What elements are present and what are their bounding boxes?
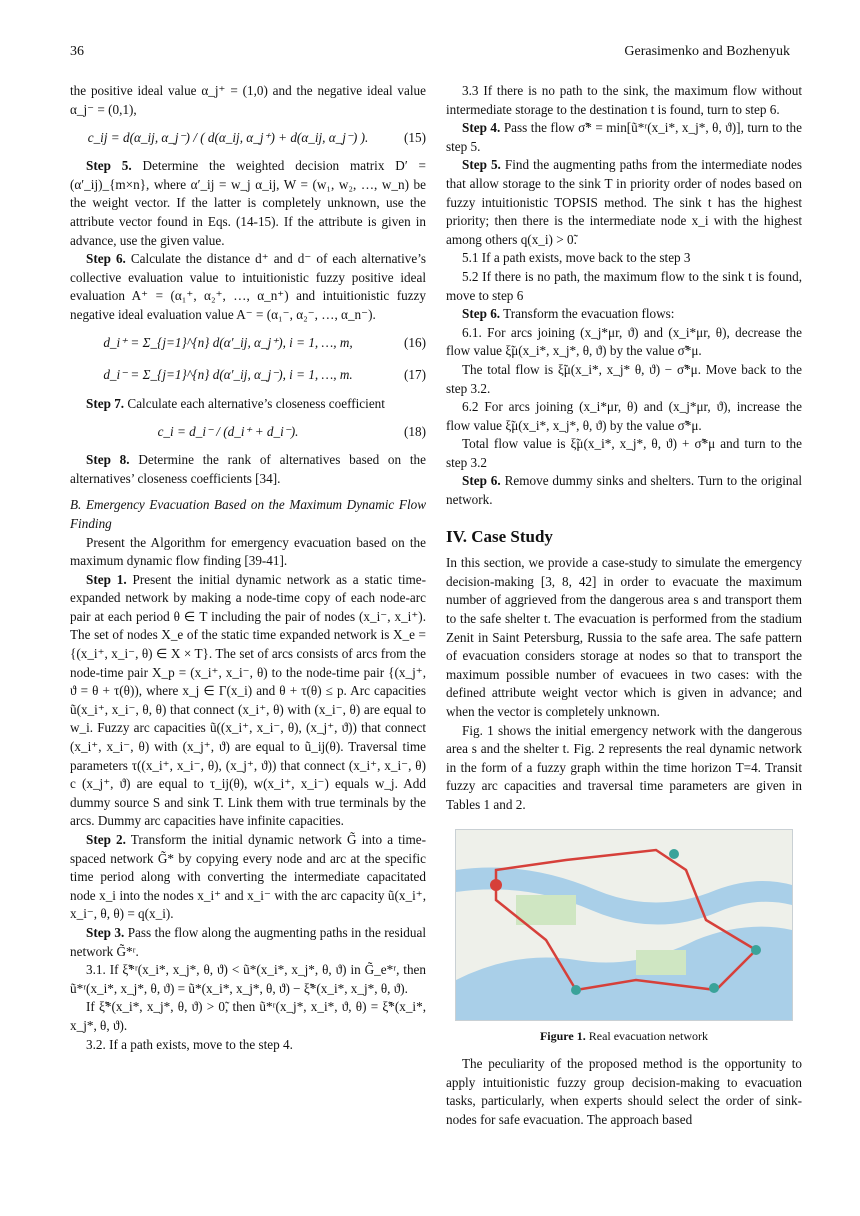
equation-16 bbox=[70, 331, 426, 357]
paragraph: 3.3 If there is no path to the sink, the maximum flow without intermediate storage to the destination t is found, turn to step 6. bbox=[446, 83, 802, 117]
paragraph: Total flow value is ξ̃μ(x_i*, x_j*, θ, ϑ) + σ̃*μ and turn to the step 3.2 bbox=[446, 436, 802, 470]
equation-17 bbox=[70, 363, 426, 389]
evacuation-map-figure bbox=[455, 829, 793, 1021]
step-label: Step 6. bbox=[462, 306, 501, 322]
equation-number: (17) bbox=[404, 367, 426, 383]
section-heading: IV. Case Study bbox=[446, 526, 553, 546]
paragraph: 5.2 If there is no path, the maximum flow to the sink t is found, move to step 6 bbox=[446, 268, 802, 303]
paragraph: Fig. 1 shows the initial emergency network with the dangerous area s and the shelter t. Fig. 2 represents the real dynamic network in the form of a fuzzy graph within the time horizon T=4. Transit fuzzy arc capacities and traversal time parameters are given in Tables 1 and 2. bbox=[446, 722, 802, 812]
step-text: Calculate the distance d⁺ and d⁻ of each alternative’s collective evaluation value to intuitionistic fuzzy positive ideal evaluation A⁺ = (α₁⁺, α₂⁺, …, α_n⁺) and intuitionistic fuzzy negative ideal evaluation value A⁻ = (α₁⁻, α₂⁻, …, α_n⁻). bbox=[70, 251, 426, 322]
step-text: Transform the initial dynamic network G̃ into a time-spaced network G̃* by copying every node and arc at the specific time period along with converting the intermediate capacitated node x_i into the nodes x_i⁺ and x_i⁻ with the arc capacity ũ(x_i⁺, x_i⁻, θ, θ) = q(x_i). bbox=[70, 832, 427, 922]
paragraph: In this section, we provide a case-study to simulate the emergency decision-making [3, 8, 42] in order to evacuate the maximum number of aggrieved from the dangerous area s and transport them to the safe shelter t. The evacuation is performed from the stadium Zenit in Saint Petersburg, Russia to the safe area. The safe pattern of evacuation considers storage at nodes so that to transport the maximum possible number of evacuees in two cases: with the defined attribute weight vector which is given in advance; and when the vector is completely unknown. bbox=[446, 555, 802, 719]
page-header bbox=[70, 44, 790, 60]
equation-18 bbox=[70, 419, 426, 445]
step-label: Step 7. bbox=[86, 395, 125, 411]
step-label: Step 6. bbox=[462, 473, 501, 489]
step-label: Step 8. bbox=[86, 452, 130, 468]
figure-caption bbox=[446, 1027, 802, 1046]
step-text: Remove dummy sinks and shelters. Turn to the original network. bbox=[446, 473, 802, 508]
step-label: Step 2. bbox=[86, 832, 126, 847]
paragraph: Present the Algorithm for emergency evacuation based on the maximum dynamic flow finding [39-41]. bbox=[70, 534, 426, 569]
equation-15 bbox=[70, 125, 426, 151]
step-text: Calculate each alternative’s closeness coefficient bbox=[127, 395, 385, 411]
step-label: Step 3. bbox=[86, 924, 125, 940]
step-text: Determine the weighted decision matrix D′ = (α′_ij)_{m×n}, where α′_ij = w_j α_ij, W = (w₁, w₂, …, w_n) be the weight vector. If the latter is completely unknown, use the attribute vector found in Eqs. (14-15). If the attribute is given in advance, use the given value. bbox=[70, 158, 426, 248]
paragraph: 6.1. For arcs joining (x_j*μr, ϑ) and (x_i*μr, θ), decrease the flow value ξ̃μ(x_i*, x_j*, θ, ϑ) by the value σ̃*μ. bbox=[446, 324, 802, 359]
paragraph: The total flow is ξ̃μ(x_i*, x_j* θ, ϑ) − σ̃*μ. Move back to the step 3.2. bbox=[446, 361, 802, 396]
running-authors: Gerasimenko and Bozhenyuk bbox=[624, 44, 790, 59]
step-label: Step 5. bbox=[462, 157, 501, 173]
step-text: Pass the flow σ̃* = min[ũ*ʳ(x_i*, x_j*, θ, ϑ)], turn to the step 5. bbox=[446, 120, 803, 154]
paragraph: 3.2. If a path exists, move to the step 4. bbox=[86, 1036, 293, 1052]
figure-caption-text: Real evacuation network bbox=[588, 1028, 709, 1043]
step-label: Step 1. bbox=[86, 571, 127, 587]
paragraph: The peculiarity of the proposed method is the opportunity to apply intuitionistic fuzzy group decision-making to evacuation tasks, particularly, when experts should select the order of sink-nodes for safe evacuation. The approach based bbox=[446, 1056, 802, 1127]
step-text: Pass the flow along the augmenting paths in the residual network G̃*ʳ. bbox=[70, 924, 427, 959]
paragraph: 3.1. If ξ̃*ʳ(x_i*, x_j*, θ, ϑ) < ũ*(x_i*, x_j*, θ, ϑ) in G̃_e*ʳ, then ũ*ʳ(x_i*, x_j*, θ, ϑ) = ũ*(x_i*, x_j*, θ, ϑ) − ξ̃*(x_i*, x_j*, θ, ϑ). bbox=[70, 962, 426, 996]
figure-label: Figure 1. bbox=[539, 1028, 586, 1043]
paragraph: 6.2 For arcs joining (x_i*μr, θ) and (x_j*μr, ϑ), increase the flow value ξ̃μ(x_i*, x_j*, θ, ϑ) by the value σ̃*μ. bbox=[446, 399, 802, 433]
equation-body: c_ij = d(α_ij, α_j⁻) / ( d(α_ij, α_j⁺) + d(α_ij, α_j⁻) ). bbox=[87, 129, 369, 145]
paragraph: 5.1 If a path exists, move back to the step 3 bbox=[462, 250, 691, 266]
step-label: Step 5. bbox=[86, 158, 132, 174]
equation-body: d_i⁻ = Σ_{j=1}^{n} d(α′_ij, α_j⁻), i = 1, …, m. bbox=[103, 367, 353, 383]
step-text: Present the initial dynamic network as a static time-expanded network by making a node-time copy of each node-arc pair at each period θ ∈ T including the pair of nodes (x_i⁻, x_i⁺). The set of nodes X_e of the static time expanded network is X_e = {(x_i⁺, x_i⁻, θ) ∈ X × T}. The set of arcs consists of arcs from the node-time pair X_p = (x_i⁺, x_i⁻, θ) to the node-time pair {(x_j⁺, ϑ = θ + τ(θ)), where x_j ∈ Γ(x_i) and θ + τ(θ) ≤ p. Arc capacities ũ(x_i⁺, x_i⁻, θ, θ) that connect (x_i⁺, θ) with (x_i⁻, θ) are equal to w_i. Fuzzy arc capacities ũ((x_i⁺, x_i⁻, θ), (x_j⁺, ϑ)) that connect (x_i⁺, x_i⁻, θ) with (x_j⁺, ϑ) are equal to ũ_ij(θ). Traversal time parameters τ((x_i⁺, x_i⁻, θ), (x_j⁺, ϑ)) that connect (x_i⁺, x_i⁻, θ) c (x_j⁺, ϑ) are equal to τ_ij(θ), w(x_i⁺, x_i⁻) equals w_j. Add dummy source S and sink T. Link them with true terminals by the arcs. Dummy arc capacities have infinite capacities. bbox=[70, 571, 426, 829]
step-label: Step 4. bbox=[462, 120, 501, 136]
page-number: 36 bbox=[70, 44, 84, 59]
left-column bbox=[70, 82, 426, 1054]
equation-body: c_i = d_i⁻ / (d_i⁺ + d_i⁻). bbox=[157, 423, 299, 439]
equation-number: (16) bbox=[404, 335, 426, 351]
map-graphic bbox=[456, 830, 792, 1020]
step-text: Transform the evacuation flows: bbox=[503, 306, 675, 322]
paragraph: If ξ̃*(x_i*, x_j*, θ, ϑ) > 0̃, then ũ*ʳ(x_j*, x_i*, ϑ, θ) = ξ̃*(x_i*, x_j*, θ, ϑ). bbox=[70, 999, 426, 1033]
step-text: Find the augmenting paths from the intermediate nodes that allow storage to the sink T in priority order of nodes based on fuzzy intuitionistic TOPSIS method. The sink t has the highest priority; then there is the intermediate node x_i with the highest among others q(x_i) > 0̃. bbox=[446, 157, 803, 247]
right-column bbox=[446, 82, 802, 1130]
step-text: Determine the rank of alternatives based on the alternatives’ closeness coefficients [34]. bbox=[70, 452, 426, 486]
subsection-heading: B. Emergency Evacuation Based on the Maximum Dynamic Flow Finding bbox=[70, 497, 426, 531]
step-label: Step 6. bbox=[86, 251, 126, 267]
equation-number: (18) bbox=[404, 423, 426, 439]
equation-number: (15) bbox=[404, 129, 426, 145]
paragraph: the positive ideal value α_j⁺ = (1,0) and the negative ideal value α_j⁻ = (0,1), bbox=[70, 83, 426, 117]
equation-body: d_i⁺ = Σ_{j=1}^{n} d(α′_ij, α_j⁺), i = 1, …, m, bbox=[103, 335, 353, 351]
